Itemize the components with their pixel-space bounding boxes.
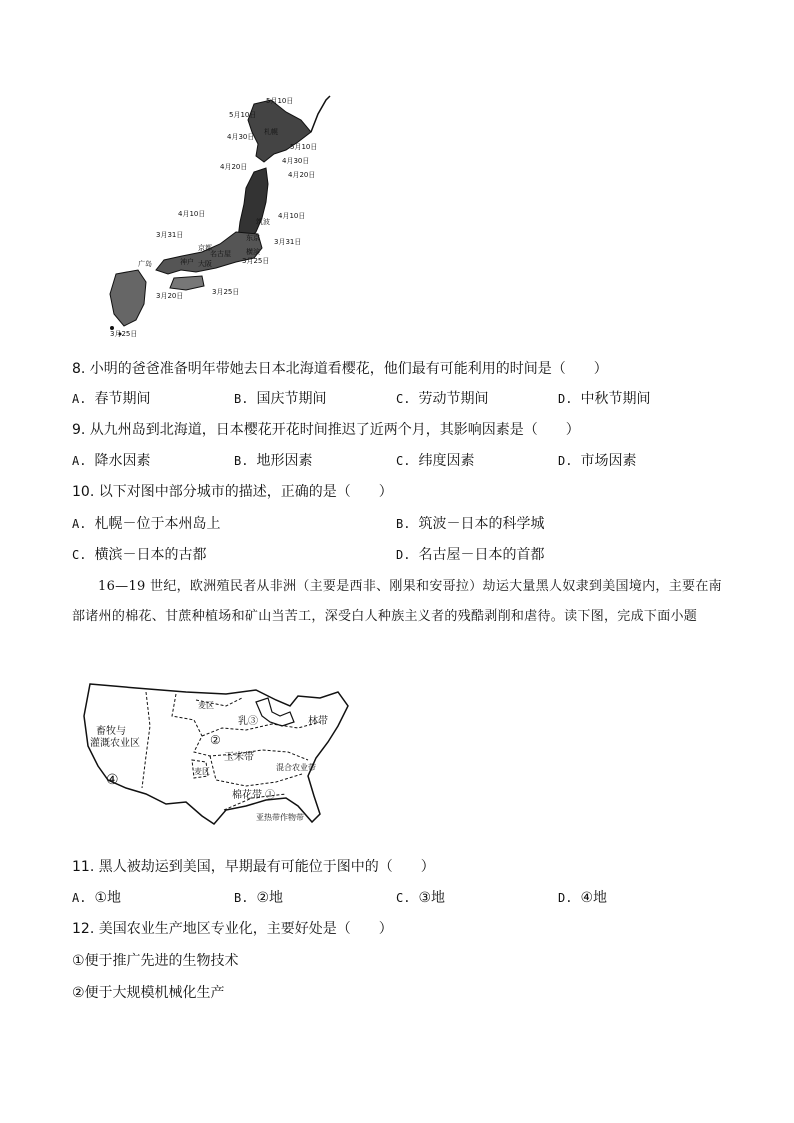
- map-date-label: 4月30日: [282, 157, 310, 165]
- map-label-region-4: ④: [106, 772, 119, 788]
- option-label: C.: [396, 392, 411, 406]
- map-label-mixed: 混合农业带: [276, 763, 316, 772]
- option-text: ①地: [94, 890, 122, 906]
- option-label: D.: [558, 454, 573, 468]
- honshu-north: [238, 168, 268, 242]
- map-label-cotton: 棉花带 ①: [232, 790, 276, 801]
- option-label: C.: [396, 454, 411, 468]
- option-label: B.: [396, 517, 411, 531]
- question-12-item-2: ②便于大规模机械化生产: [72, 985, 225, 1001]
- map-date-label: 3月20日: [156, 292, 184, 300]
- us-agriculture-map: [76, 676, 354, 828]
- option-text: 札幌－位于本州岛上: [94, 516, 221, 532]
- hokkaido-island: [248, 100, 311, 162]
- question-12-stem: 12. 美国农业生产地区专业化，主要好处是（ ）: [72, 921, 393, 937]
- option-label: B.: [234, 454, 249, 468]
- question-10-stem: 10. 以下对图中部分城市的描述，正确的是（ ）: [72, 484, 393, 500]
- option-label: B.: [234, 891, 249, 905]
- map-label-forest: 林带: [308, 716, 328, 727]
- map-city-label: 神户: [180, 258, 194, 266]
- question-9-option-a[interactable]: [72, 452, 150, 470]
- map-label-corn: 玉米带: [224, 752, 254, 763]
- option-text: ④地: [580, 890, 608, 906]
- question-11-option-a[interactable]: [72, 889, 121, 907]
- map-date-label: 4月10日: [278, 212, 306, 220]
- map-city-label: 广岛: [138, 260, 152, 268]
- option-label: A.: [72, 891, 87, 905]
- question-10-option-d[interactable]: [396, 546, 544, 564]
- question-9-stem: 9. 从九州岛到北海道，日本樱花开花时间推迟了近两个月，其影响因素是（ ）: [72, 422, 580, 438]
- option-label: D.: [396, 548, 411, 562]
- option-text: 名古屋－日本的首都: [418, 547, 545, 563]
- great-lakes: [256, 698, 294, 726]
- question-11-option-d[interactable]: [558, 889, 607, 907]
- map-label-wheat-south: 麦区: [194, 767, 210, 776]
- map-label-dairy: 乳③: [238, 716, 258, 727]
- question-9-option-c[interactable]: [396, 452, 474, 470]
- map-label-subtropical: 亚热带作物带: [256, 813, 304, 822]
- question-8-option-a[interactable]: [72, 390, 150, 408]
- option-label: A.: [72, 454, 87, 468]
- option-text: 中秋节期间: [580, 391, 651, 407]
- question-10-option-c[interactable]: [72, 546, 206, 564]
- map-city-label: 大阪: [198, 260, 212, 268]
- option-text: 横滨－日本的古都: [94, 547, 207, 563]
- option-text: 降水因素: [94, 453, 151, 469]
- map-city-label: 横滨: [246, 248, 260, 256]
- option-label: B.: [234, 392, 249, 406]
- map-label-wheat-north: 麦区: [198, 701, 214, 710]
- map-label-region-2: ②: [210, 733, 221, 747]
- option-label: C.: [72, 548, 87, 562]
- map-label-irrigation: 灌溉农业区: [90, 738, 140, 749]
- map-city-label: 京都: [198, 244, 212, 252]
- map-city-label: 筑波: [256, 218, 270, 226]
- map-date-label: 3月31日: [156, 231, 184, 239]
- question-8-option-b[interactable]: [234, 390, 326, 408]
- map-date-label: 3月31日: [274, 238, 302, 246]
- map-date-label: 5月10日: [290, 143, 318, 151]
- japan-cherry-blossom-map: [86, 92, 336, 342]
- question-8-stem: 8. 小明的爸爸准备明年带她去日本北海道看樱花，他们最有可能利用的时间是（ ）: [72, 361, 608, 377]
- question-12-item-1: ①便于推广先进的生物技术: [72, 953, 239, 969]
- option-text: ②地: [256, 890, 284, 906]
- kyushu-island: [110, 270, 146, 326]
- map-date-label: 3月25日: [212, 288, 240, 296]
- question-11-option-c[interactable]: [396, 889, 445, 907]
- option-text: ③地: [418, 890, 446, 906]
- question-11-stem: 11. 黑人被劫运到美国，早期最有可能位于图中的（ ）: [72, 859, 435, 875]
- question-8-option-c[interactable]: [396, 390, 488, 408]
- question-9-option-b[interactable]: [234, 452, 312, 470]
- option-text: 筑波－日本的科学城: [418, 516, 545, 532]
- map-city-label: 名古屋: [210, 250, 231, 258]
- option-text: 市场因素: [580, 453, 637, 469]
- map-city-label: 札幌: [264, 128, 278, 136]
- option-label: A.: [72, 392, 87, 406]
- question-10-option-a[interactable]: [72, 515, 220, 533]
- option-label: D.: [558, 392, 573, 406]
- zone-boundary: [172, 694, 308, 760]
- option-text: 国庆节期间: [256, 391, 327, 407]
- zone-boundary: [142, 692, 150, 788]
- map-date-label: 4月10日: [178, 210, 206, 218]
- option-text: 地形因素: [256, 453, 313, 469]
- reading-passage: 16—19 世纪，欧洲殖民者从非洲（主要是西非、刚果和安哥拉）劫运大量黑人奴隶到美国境内，主要在南部诸州的棉花、甘蔗种植场和矿山当苦工，深受白人种族主义者的残酷剥削和虐待。读下图，完成下面小题: [72, 579, 722, 624]
- map-city-label: 东京: [246, 234, 260, 242]
- question-8-option-d[interactable]: [558, 390, 650, 408]
- us-outline: [84, 684, 348, 824]
- map-date-label: 3月25日: [110, 330, 138, 338]
- question-9-option-d[interactable]: [558, 452, 636, 470]
- option-text: 春节期间: [94, 391, 151, 407]
- map-date-label: 4月30日: [227, 133, 255, 141]
- map-date-label: 4月20日: [220, 163, 248, 171]
- option-label: C.: [396, 891, 411, 905]
- map-date-label: 3月25日: [242, 257, 270, 265]
- map-date-label: 4月20日: [288, 171, 316, 179]
- question-10-option-b[interactable]: [396, 515, 544, 533]
- kuril-tail: [311, 96, 330, 132]
- question-11-option-b[interactable]: [234, 889, 283, 907]
- map-date-label: 5月10日: [229, 111, 257, 119]
- map-date-label: 5月10日: [266, 97, 294, 105]
- map-label-pasture: 畜牧与: [96, 726, 126, 737]
- option-label: A.: [72, 517, 87, 531]
- option-text: 纬度因素: [418, 453, 475, 469]
- option-label: D.: [558, 891, 573, 905]
- shikoku-island: [170, 276, 204, 290]
- option-text: 劳动节期间: [418, 391, 489, 407]
